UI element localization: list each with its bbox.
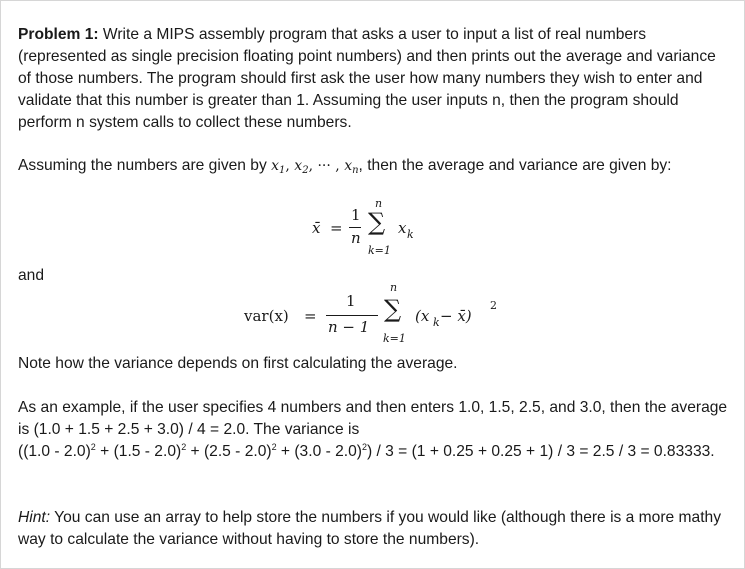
example-sq-2: 2 [181, 442, 187, 452]
variance-formula [244, 281, 514, 349]
mean-lhs: x̄ [312, 219, 321, 237]
seq-sep-2: , ··· , [308, 158, 345, 174]
example-paragraph [18, 397, 730, 463]
seq-xn: x [344, 158, 353, 174]
var-term-open: (x [415, 307, 430, 325]
seq-sub-2: 2 [302, 165, 309, 176]
var-numerator: 1 [346, 292, 356, 310]
mean-lower-limit: k=1 [368, 244, 391, 257]
example-line-1: As an example, if the user specifies 4 numbers and then enters 1.0, 1.5, 2.5, and 3.0, then the average is (1.0 + 1.5 + 2.5 + 3.0) / 4 = 2.0. The variance is [18, 399, 728, 438]
mean-term-sub: k [407, 228, 414, 241]
example-term-1: ((1.0 - 2.0) [18, 443, 91, 460]
var-term-sub: k [433, 316, 440, 329]
var-lhs: var(x) [244, 307, 289, 325]
assumption-paragraph [18, 155, 730, 177]
hint-paragraph [18, 507, 730, 551]
example-term-2: + (1.5 - 2.0) [95, 443, 182, 460]
seq-sub-1: 1 [279, 165, 286, 176]
note-text: Note how the variance depends on first calculating the average. [18, 355, 458, 372]
mean-numerator: 1 [351, 206, 361, 224]
hint-label: Hint: [18, 509, 51, 526]
problem-text: Write a MIPS assembly program that asks a user to input a list of real numbers (represented as single precision floating point numbers) and then prints out the average and variance of those numbers. The program should first ask the user how many numbers they wish to enter and validate that this number is greater than 1. Assuming the user inputs n, then the program should perform n system calls to collect these numbers. [18, 26, 716, 131]
mean-denominator: n [351, 229, 361, 247]
example-sq-4: 2 [361, 442, 367, 452]
seq-sep-1: , [285, 158, 295, 174]
seq-x2: x [294, 158, 303, 174]
seq-sub-n: n [352, 165, 359, 176]
example-sq-1: 2 [90, 442, 96, 452]
problem-label: Problem 1: [18, 26, 99, 43]
hint-text: You can use an array to help store the numbers if you would like (although there is a more mathy way to calculate the variance without having to store the numbers). [18, 509, 721, 548]
mean-formula [312, 197, 452, 263]
sequence-expression [271, 158, 358, 174]
problem-statement [18, 24, 730, 134]
mean-term: x [398, 219, 407, 237]
mean-fraction-bar [349, 227, 361, 228]
var-lower-limit: k=1 [383, 332, 406, 345]
assumption-before: Assuming the numbers are given by [18, 157, 272, 174]
example-term-4: + (3.0 - 2.0) [276, 443, 362, 460]
var-denominator: n − 1 [328, 318, 370, 336]
var-term-rest: − x̄) [440, 307, 472, 325]
example-term-3: + (2.5 - 2.0) [186, 443, 272, 460]
seq-x1: x [271, 158, 280, 174]
example-sq-3: 2 [271, 442, 277, 452]
and-label: and [18, 267, 45, 284]
var-equals: = [304, 307, 317, 325]
var-fraction-bar [326, 315, 378, 316]
var-upper-limit: n [390, 281, 398, 294]
assumption-after: , then the average and variance are given by: [358, 157, 672, 174]
mean-equals: = [330, 219, 343, 237]
mean-upper-limit: n [375, 197, 383, 210]
var-term-exp: 2 [490, 299, 497, 312]
example-term-5: ) / 3 = (1 + 0.25 + 0.25 + 1) / 3 = 2.5 / 3 = 0.83333. [366, 443, 715, 460]
mean-sigma: ∑ [368, 208, 386, 236]
var-sigma: ∑ [384, 295, 402, 323]
